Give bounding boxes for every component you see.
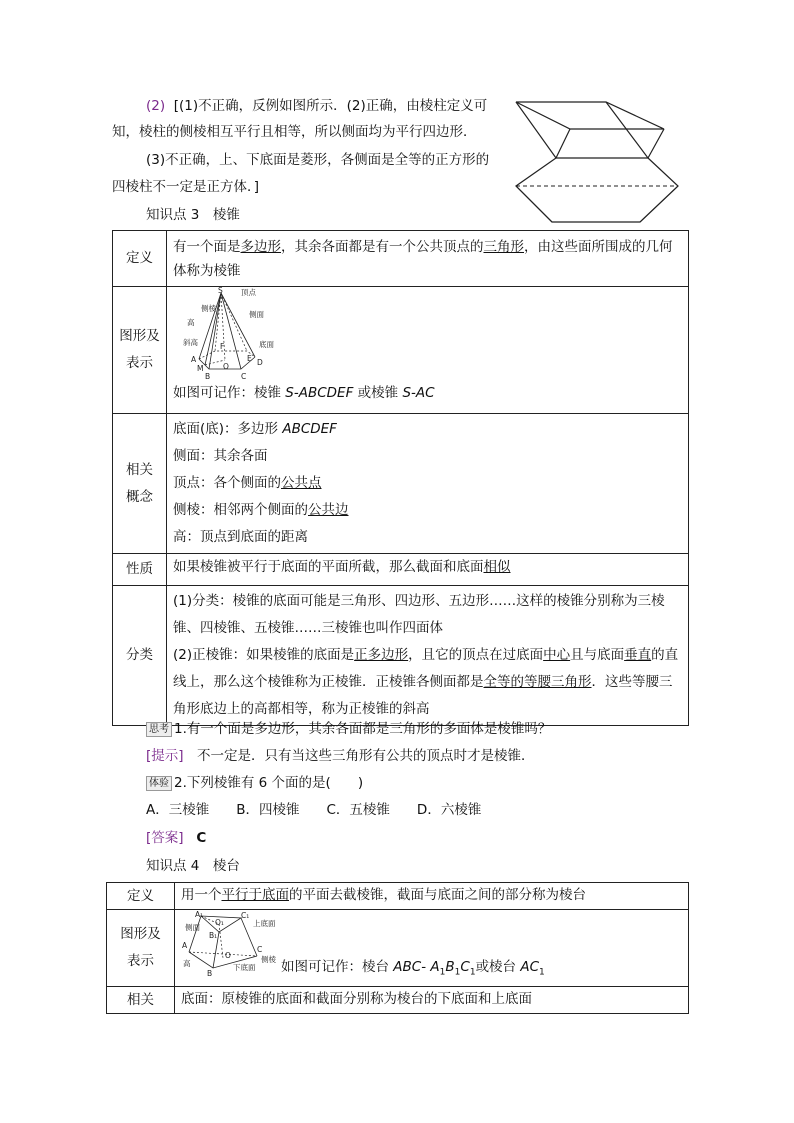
label-top-base: 上底面 <box>253 919 276 928</box>
answer-line-2: 知，棱柱的侧棱相互平行且相等，所以侧面均为平行四边形． <box>112 124 477 140</box>
def-text: ，由这些面所围成的几何体称为棱锥 <box>173 239 673 279</box>
table-row <box>113 554 689 586</box>
concept-lateral-edge: 侧棱：相邻两个侧面的公共边 <box>173 502 349 518</box>
def-underline: 多边形 <box>240 239 281 255</box>
label-height: 高 <box>187 318 195 327</box>
try-question: 体验 2.下列棱锥有 6 个面的是( ) <box>146 773 363 793</box>
definition-label: 定义 <box>113 231 167 287</box>
prism-counterexample-figure <box>512 96 682 230</box>
concept-lateral-face: 侧面：其余各面 <box>173 448 268 464</box>
label-lateral-edge: 侧棱 <box>261 955 276 964</box>
concept-height: 高：顶点到底面的距离 <box>173 529 308 545</box>
label-f: F <box>220 342 225 351</box>
label-lateral-face: 侧面 <box>185 923 200 932</box>
label-o: O <box>223 362 229 371</box>
label-c: C <box>257 945 263 954</box>
label-bottom-base: 下底面 <box>233 963 256 972</box>
table-row <box>107 987 689 1014</box>
answer-line-4: 四棱柱不一定是正方体．] <box>112 179 260 195</box>
label-lateral-face: 侧面 <box>249 310 264 319</box>
label-slant-height: 斜高 <box>183 338 198 347</box>
label-a: A <box>191 355 197 364</box>
try-options: A．三棱锥 B．四棱锥 C．五棱锥 D．六棱锥 <box>146 802 482 818</box>
think-question: 思考 1.有一个面是多边形，其余各面都是三角形的多面体是棱锥吗？ <box>146 719 551 739</box>
label-o1: O₁ <box>215 918 224 927</box>
label-b1: B₁ <box>209 931 218 940</box>
classification-label: 分类 <box>113 586 167 726</box>
definition-cell <box>167 231 689 287</box>
classification-cell <box>167 586 689 726</box>
label-height: 高 <box>183 959 191 968</box>
answer-line-3: (3)不正确，上、下底面是菱形，各侧面是全等的正方形的 <box>146 152 490 168</box>
frustum-table <box>106 882 689 1014</box>
answer-number: (2) <box>146 98 166 114</box>
label-b: B <box>207 969 213 978</box>
classification-2: (2)正棱锥：如果棱锥的底面是正多边形，且它的顶点在过底面中心且与底面垂直的直线上，那么这个棱锥称为正棱锥．正棱锥各侧面都是全等的等腰三角形．这些等腰三角形底边上的高都相等，称为正棱锥的斜高 <box>173 647 679 717</box>
frustum-definition-cell: 用一个平行于底面的平面去截棱锥，截面与底面之间的部分称为棱台 <box>175 883 689 910</box>
label-c: C <box>241 372 247 381</box>
pyramid-table <box>112 230 689 726</box>
def-text: 有一个面是 <box>173 239 241 255</box>
pyramid-caption: 如图可记作：棱锥 S-ABCDEF 或棱锥 S-AC <box>173 385 435 401</box>
figure-label: 图形及 表示 <box>113 287 167 414</box>
section-4-heading: 知识点 4 棱台 <box>146 858 240 874</box>
table-row <box>107 883 689 910</box>
property-cell: 如果棱锥被平行于底面的平面所截，那么截面和底面相似 <box>167 554 689 586</box>
table-row <box>113 231 689 287</box>
think-hint: [提示] 不一定是．只有当这些三角形有公共的顶点时才是棱锥． <box>146 748 535 764</box>
concepts-cell <box>167 414 689 554</box>
label-o: O <box>225 951 231 960</box>
frustum-related-cell: 底面：原棱锥的底面和截面分别称为棱台的下底面和上底面 <box>175 987 689 1014</box>
frustum-figure-label: 图形及 表示 <box>107 910 175 987</box>
frustum-definition-label: 定义 <box>107 883 175 910</box>
section-3-heading: 知识点 3 棱锥 <box>146 207 240 223</box>
def-underline: 三角形 <box>483 239 524 255</box>
label-m: M <box>197 364 204 373</box>
def-text: ，其余各面都是有一个公共顶点的 <box>281 239 484 255</box>
concepts-label: 相关 概念 <box>113 414 167 554</box>
answer-text-1: [(1)不正确，反例如图所示．(2)正确，由棱柱定义可 <box>173 98 488 114</box>
table-row <box>113 586 689 726</box>
think-tag: 思考 <box>146 722 172 737</box>
frustum-related-label: 相关 <box>107 987 175 1014</box>
table-row <box>113 287 689 414</box>
answer-line-1 <box>146 96 487 116</box>
label-base: 底面 <box>259 340 274 349</box>
frustum-figure <box>179 910 284 982</box>
label-lateral-edge: 侧棱 <box>201 304 216 313</box>
label-c1: C₁ <box>241 911 250 920</box>
label-e: E <box>247 354 252 363</box>
try-answer: [答案] C <box>146 830 207 846</box>
try-tag: 体验 <box>146 776 172 791</box>
label-d: D <box>257 358 263 367</box>
classification-1: (1)分类：棱锥的底面可能是三角形、四边形、五边形……这样的棱锥分别称为三棱锥、四棱锥、五棱锥……三棱锥也叫作四面体 <box>173 593 665 636</box>
property-label: 性质 <box>113 554 167 586</box>
label-a: A <box>182 941 188 950</box>
concept-apex: 顶点：各个侧面的公共点 <box>173 475 322 491</box>
label-apex: 顶点 <box>241 288 256 297</box>
pyramid-figure <box>177 287 287 383</box>
concept-base: 底面(底)：多边形 ABCDEF <box>173 421 337 437</box>
figure-cell <box>167 287 689 414</box>
table-row <box>113 414 689 554</box>
label-s: S <box>218 287 223 295</box>
table-row <box>107 910 689 987</box>
label-a1: A₁ <box>195 910 204 919</box>
frustum-caption: 如图可记作：棱台 ABC- $A_1B_1C_1$或棱台 $AC_1$ <box>281 959 545 978</box>
label-b: B <box>205 372 211 381</box>
frustum-figure-cell <box>175 910 689 987</box>
